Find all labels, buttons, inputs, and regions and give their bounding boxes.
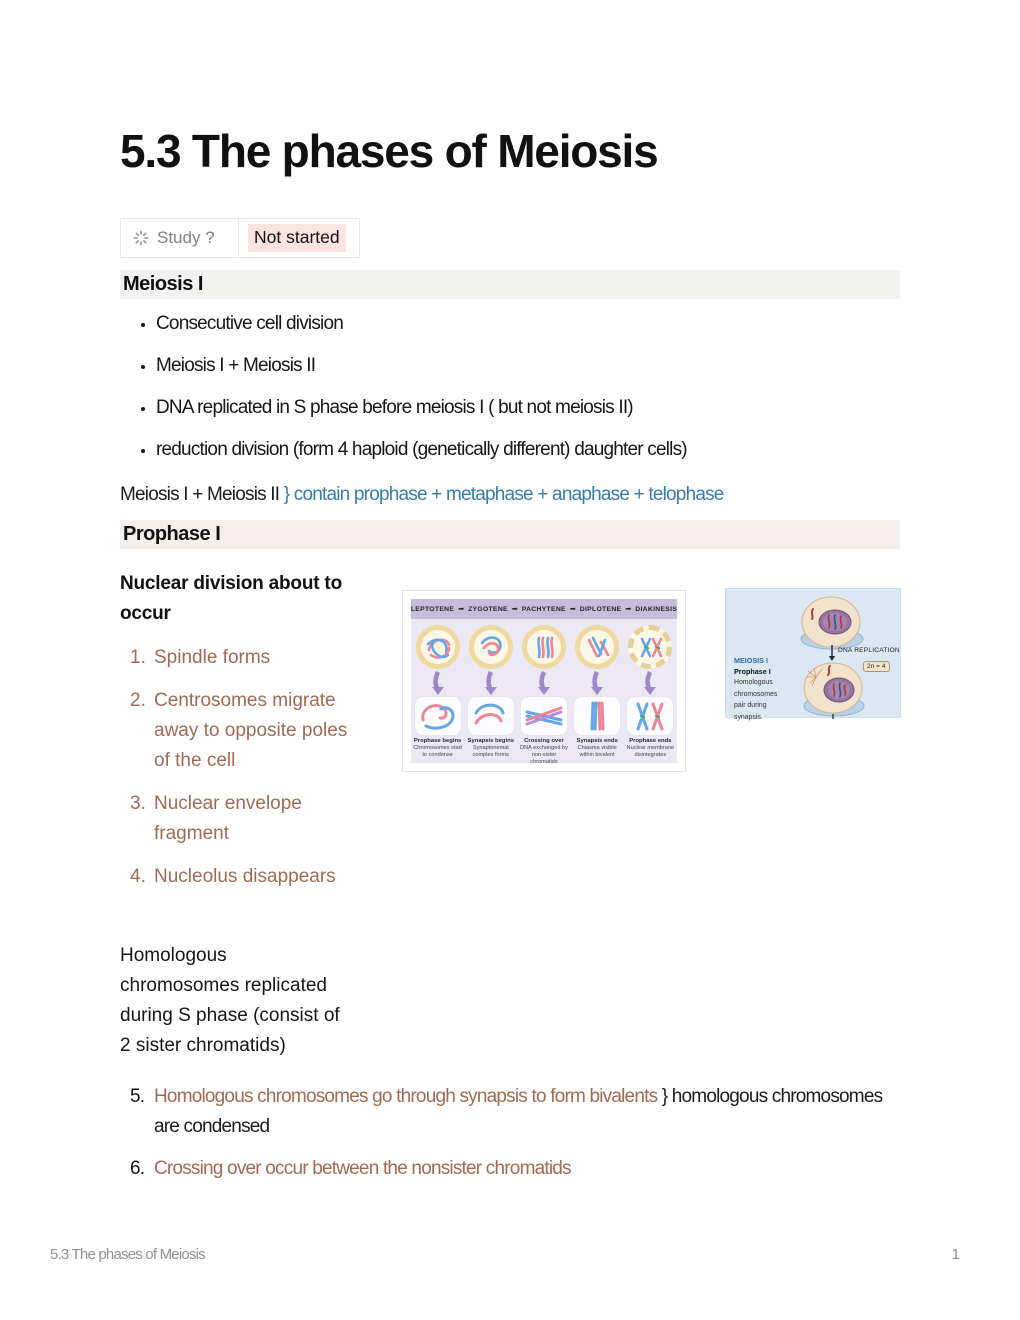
step-text: Spindle forms [154,647,271,668]
stage-column [624,621,677,765]
stage-caption [571,738,623,759]
arrow-right-icon: ➡ [511,605,518,613]
meiosis1-bullet-list [120,311,936,479]
stage-column [517,621,570,765]
step-item [120,643,364,673]
figure-caption-text: Homologous chromosomes pair during synapsis. [734,679,778,721]
nucleus-circle [522,625,566,669]
page-title: 5.3 The phases of Meiosis [120,125,658,177]
bullet-item: • Meiosis I + Meiosis II [156,353,936,379]
stage-caption-title: Crossing over [524,738,564,744]
meiosis-cells-caption [734,655,788,723]
stage-caption-lines: Nuclear membrane disintegrates [626,745,675,758]
ploidy-badge: 2n = 4 [863,661,890,672]
status-badge: Not started [248,224,346,251]
stage-caption-lines: Chromosomes start to condense [413,745,462,758]
prophase-steps-1-4 [120,643,364,905]
step-text: Nuclear envelope fragment [154,793,302,844]
stage-caption [518,738,570,765]
stage-column [464,621,517,765]
bullet-item: • Consecutive cell division [156,311,936,337]
stage-caption-title: Prophase ends [629,738,672,744]
footer-page-number: 1 [951,1246,960,1263]
nucleus-circle [628,625,672,669]
property-status-label: Study ? [157,228,215,247]
chromosome-panel [521,697,567,735]
meiosis-cells-figure[interactable] [725,588,901,721]
step-item [120,789,364,849]
homologous-paragraph: Homologous chromosomes replicated during S phase (consist of 2 sister chromatids) [120,945,340,1056]
step-item [120,1082,906,1142]
step-number: 5. [130,1086,145,1107]
prophase-stages-figure-canvas [411,599,677,763]
status-loading-icon [133,230,149,246]
step-text-plain: } homologous chromosomes are condensed [154,1086,883,1137]
step-number: 3. [130,793,146,814]
stage-label-band [411,599,677,619]
contain-line-black: Meiosis I + Meiosis II [120,484,284,505]
dna-replication-label: DNA REPLICATION [838,647,900,654]
step-number: 2. [130,690,146,711]
prophase-steps-5-6 [120,1082,906,1196]
chromosome-panel [574,697,620,735]
chromosome-panel [627,697,673,735]
step-text: Nucleolus disappears [154,866,336,887]
prophase-intro: Nuclear division about to occur [120,573,342,624]
nucleus-circle [469,625,513,669]
bullet-item: • reduction division (form 4 haploid (genetically different) daughter cells) [156,437,936,463]
arrow-right-icon: ➡ [458,605,465,613]
contain-line [120,481,910,509]
properties-table [120,218,360,258]
down-arrow-icon [588,670,606,696]
chromosome-panel [468,697,514,735]
arrow-right-icon: ➡ [625,605,632,613]
stage-caption [624,738,676,759]
stage-caption [412,738,464,759]
stage-caption-title: Synapsis ends [576,738,618,744]
nucleus-circle [575,625,619,669]
footer-title: 5.3 The phases of Meiosis [50,1246,205,1263]
bullet-item: • DNA replicated in S phase before meiosis I ( but not meiosis II) [156,395,936,421]
stage-columns [411,621,677,765]
stage-label: PACHYTENE [521,605,566,613]
stage-label: DIAKINESIS [635,605,678,613]
figure-caption-subtitle: Prophase I [734,666,771,676]
step-text-colored: Crossing over occur between the nonsister chromatids [154,1158,571,1179]
stage-caption-lines: Synaptonemal complex forms [472,745,509,758]
step-item [120,1154,906,1184]
property-status-value-cell[interactable] [239,219,359,257]
stage-label: DIPLOTENE [579,605,622,613]
down-arrow-icon [535,670,553,696]
chromosome-panel [415,697,461,735]
prophase-stages-figure[interactable] [402,590,686,772]
stage-caption-title: Prophase begins [413,738,462,744]
heading-meiosis-1: Meiosis I [120,270,900,299]
step-text-colored: Homologous chromosomes go through synapsis to form bivalents [154,1086,662,1107]
step-item [120,686,364,776]
down-arrow-icon [429,670,447,696]
property-status-key[interactable] [121,219,239,257]
step-text [154,1154,894,1184]
step-item [120,862,364,892]
step-text: Centrosomes migrate away to opposite poles of the cell [154,690,348,771]
down-arrow-icon [482,670,500,696]
heading-prophase-1: Prophase I [120,520,900,549]
nucleus-circle [416,625,460,669]
stage-column [571,621,624,765]
stage-label: ZYGOTENE [468,605,508,613]
stage-caption-title: Synapsis begins [467,738,515,744]
step-number: 6. [130,1158,145,1179]
arrow-right-icon: ➡ [569,605,576,613]
down-arrow-icon [641,670,659,696]
stage-caption-lines: DNA exchanged by non-sister chromatids [520,745,568,765]
stage-column [411,621,464,765]
figure-caption-title: MEIOSIS I [734,656,768,665]
stage-label: LEPTOTENE [410,605,455,613]
step-text [154,1082,894,1142]
step-number: 1. [130,647,146,668]
contain-line-blue: } contain prophase + metaphase + anaphase + telophase [283,484,724,505]
stage-caption-lines: Chiasma visible within bivalent [577,745,617,758]
step-number: 4. [130,866,146,887]
stage-caption [465,738,517,759]
